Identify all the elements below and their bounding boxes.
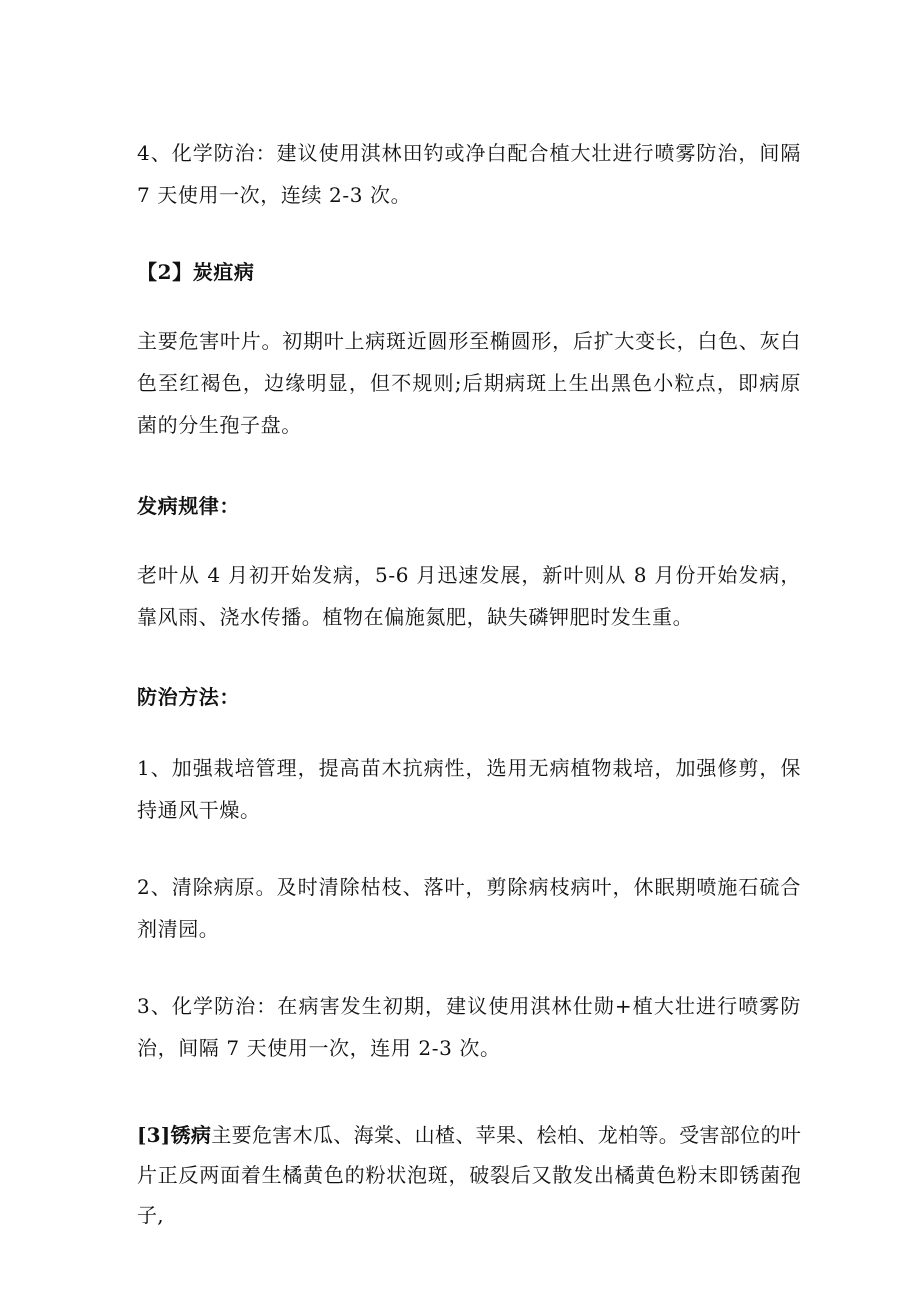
paragraph-chemical-control-4: 4、化学防治：建议使用淇林田钓或净白配合植大壮进行喷雾防治，间隔 7 天使用一次，连续 2-3 次。 — [137, 141, 801, 207]
paragraph-control-2: 2、清除病原。及时清除枯枝、落叶，剪除病枝病叶，休眠期喷施石硫合剂清园。 — [137, 875, 801, 941]
paragraph-disease-pattern: 老叶从 4 月初开始发病，5-6 月迅速发展，新叶则从 8 月份开始发病，靠风雨、浇水传播。植物在偏施氮肥，缺失磷钾肥时发生重。 — [137, 563, 801, 629]
paragraph-control-1: 1、加强栽培管理，提高苗木抗病性，选用无病植物栽培，加强修剪，保持通风干燥。 — [137, 756, 801, 822]
rust-disease-heading: [3]锈病 — [137, 1123, 212, 1147]
paragraph-anthracnose-symptoms: 主要危害叶片。初期叶上病斑近圆形至椭圆形，后扩大变长，白色、灰白色至红褐色，边缘明显，但不规则;后期病斑上生出黑色小粒点，即病原菌的分生孢子盘。 — [137, 329, 801, 437]
paragraph-rust-disease — [137, 1115, 801, 1235]
rust-disease-body: 主要危害木瓜、海棠、山楂、苹果、桧柏、龙柏等。受害部位的叶片正反两面着生橘黄色的粉状泡斑，破裂后又散发出橘黄色粉末即锈菌孢子, — [137, 1123, 801, 1227]
paragraph-control-3: 3、化学防治：在病害发生初期，建议使用淇林仕勋+植大壮进行喷雾防治，间隔 7 天使用一次，连用 2-3 次。 — [137, 994, 801, 1060]
subheading-control-methods: 防治方法： — [137, 685, 240, 709]
section-heading-anthracnose: 【2】炭疽病 — [137, 260, 255, 284]
subheading-disease-pattern: 发病规律： — [137, 494, 240, 518]
